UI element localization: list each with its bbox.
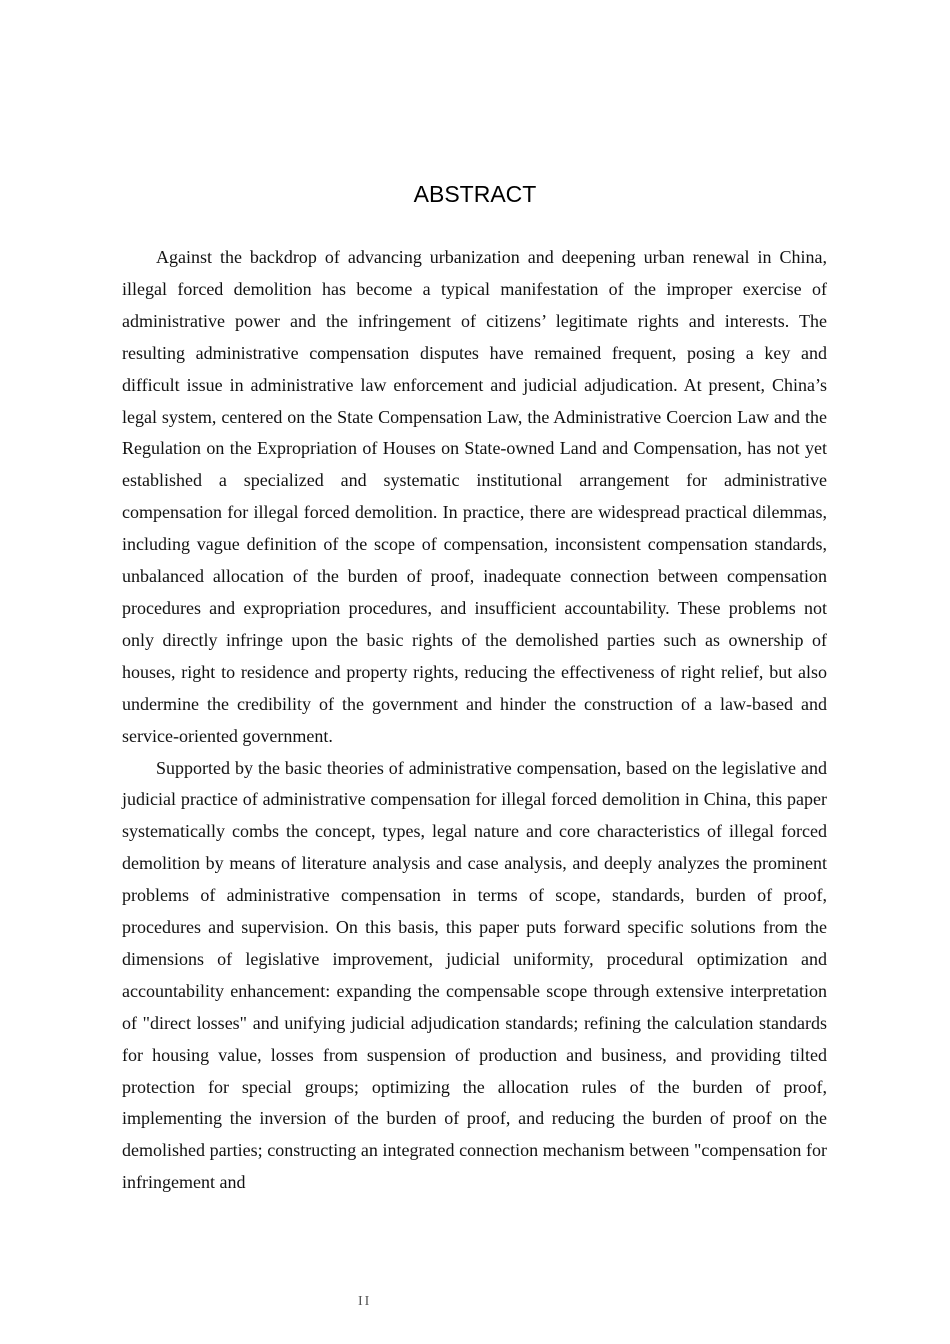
abstract-body	[122, 242, 827, 1199]
abstract-paragraph-2: Supported by the basic theories of administrative compensation, based on the legislative and judicial practice of administrative compensation for illegal forced demolition in China, this paper systematically combs the concept, types, legal nature and core characteristics of illegal forced demolition by means of literature analysis and case analysis, and deeply analyzes the prominent problems of administrative compensation in terms of scope, standards, burden of proof, procedures and supervision. On this basis, this paper puts forward specific solutions from the dimensions of legislative improvement, judicial uniformity, procedural optimization and accountability enhancement: expanding the compensable scope through extensive interpretation of "direct losses" and unifying judicial adjudication standards; refining the calculation standards for housing value, losses from suspension of production and business, and providing tilted protection for special groups; optimizing the allocation rules of the burden of proof, implementing the inversion of the burden of proof, and reducing the burden of proof on the demolished parties; constructing an integrated connection mechanism between "compensation for infringement and	[122, 757, 827, 1193]
abstract-heading: ABSTRACT	[413, 181, 537, 207]
page-number: II	[358, 1294, 372, 1309]
abstract-paragraph-1: Against the backdrop of advancing urbanization and deepening urban renewal in China, illegal forced demolition has become a typical manifestation of the improper exercise of administrative power and the infringement of citizens’ legitimate rights and interests. The resulting administrative compensation disputes have remained frequent, posing a key and difficult issue in administrative law enforcement and judicial adjudication. At present, China’s legal system, centered on the State Compensation Law, the Administrative Coercion Law and the Regulation on the Expropriation of Houses on State-owned Land and Compensation, has not yet established a specialized and systematic institutional arrangement for administrative compensation for illegal forced demolition. In practice, there are widespread practical dilemmas, including vague definition of the scope of compensation, inconsistent compensation standards, unbalanced allocation of the burden of proof, inadequate connection between compensation procedures and expropriation procedures, and insufficient accountability. These problems not only directly infringe upon the basic rights of the demolished parties such as ownership of houses, right to residence and property rights, reducing the effectiveness of right relief, but also undermine the credibility of the government and hinder the construction of a law-based and service-oriented government.	[122, 247, 827, 746]
